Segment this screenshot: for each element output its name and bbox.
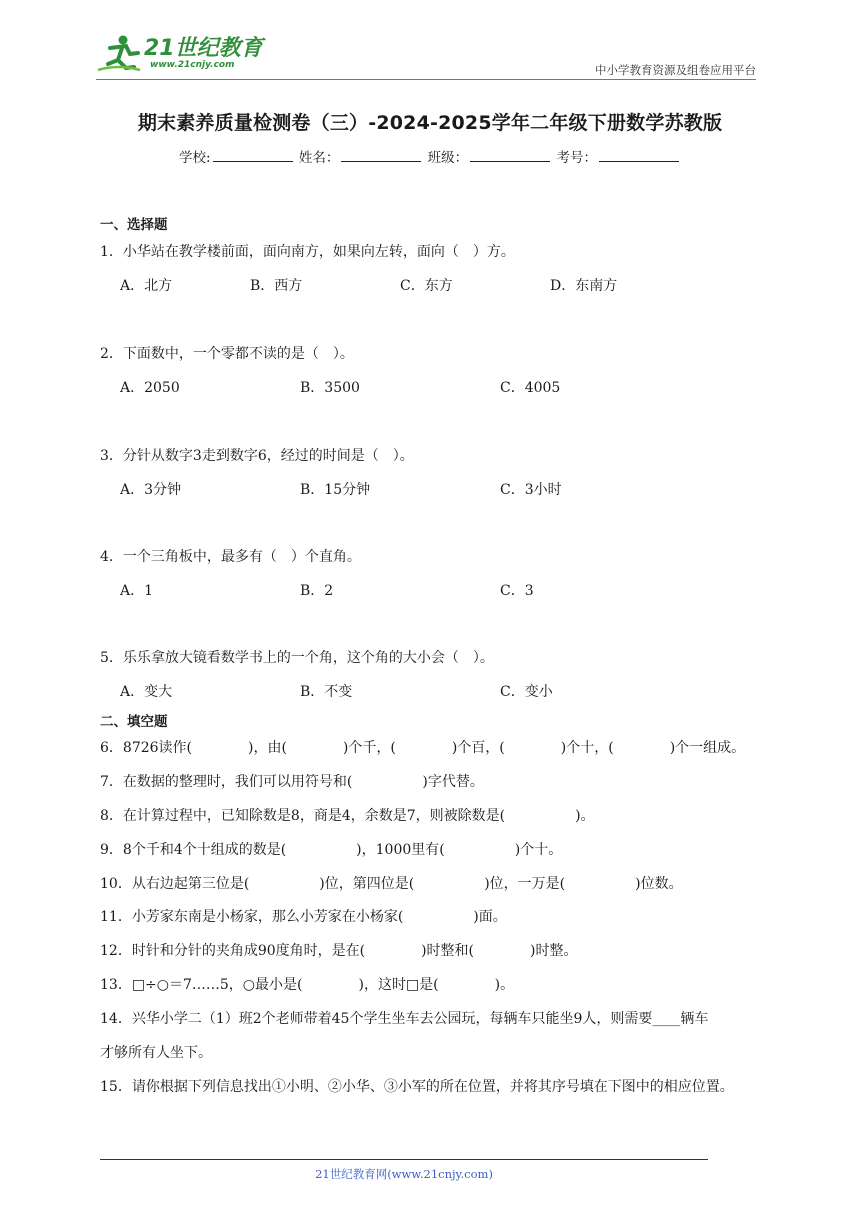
question-9: 9．8个千和4个十组成的数是( )，1000里有( )个十。 [100,842,563,858]
option-a[interactable]: A．3分钟 [120,482,182,498]
page-header [0,0,860,84]
platform-caption: 中小学教育资源及组卷应用平台 [595,63,756,77]
option-c[interactable]: C．3小时 [500,482,562,498]
question-14-continued: 才够所有人坐下。 [100,1045,212,1061]
question-5: 5．乐乐拿放大镜看数学书上的一个角，这个角的大小会（ ）。 [100,650,494,666]
option-b[interactable]: B．不变 [300,684,353,700]
section-heading: 一、选择题 [100,217,168,233]
class-label: 班级： [427,150,469,166]
section-heading: 二、填空题 [100,714,168,730]
brand-url: www.21cnjy.com [150,60,235,70]
footer-source-link[interactable]: 21世纪教育网(www.21cnjy.com) [315,1167,493,1181]
brand-name: 21世纪教育 [144,36,263,61]
question-3: 3．分针从数字3走到数字6，经过的时间是（ ）。 [100,448,414,464]
header-divider [96,79,756,80]
question-14: 14．兴华小学二（1）班2个老师带着45个学生坐车去公园玩，每辆车只能坐9人，则需要____辆车 [100,1011,709,1027]
runner-logo-icon [96,34,142,74]
question-1: 1．小华站在教学楼前面，面向南方，如果向左转，面向（ ）方。 [100,244,515,260]
option-b[interactable]: B．15分钟 [300,482,371,498]
option-c[interactable]: C．变小 [500,684,553,700]
question-10: 10．从右边起第三位是( )位，第四位是( )位，一万是( )位数。 [100,876,683,892]
option-b[interactable]: B．西方 [250,278,303,294]
question-8: 8．在计算过程中，已知除数是8，商是4，余数是7，则被除数是( )。 [100,808,595,824]
option-a[interactable]: A．1 [120,583,154,599]
question-6: 6．8726读作( )，由( )个千，( )个百，( )个十，( )个一组成。 [100,740,746,756]
question-15: 15．请你根据下列信息找出①小明、②小华、③小军的所在位置，并将其序号填在下图中的相应位置。 [100,1079,734,1095]
option-a[interactable]: A．2050 [120,380,180,396]
question-7: 7．在数据的整理时，我们可以用符号和( )字代替。 [100,774,484,790]
school-field[interactable] [213,149,293,162]
student-info-line [0,146,860,166]
option-a[interactable]: A．北方 [120,278,173,294]
class-field[interactable] [470,149,550,162]
name-field[interactable] [341,149,421,162]
option-b[interactable]: B．3500 [300,380,360,396]
question-12: 12．时针和分针的夹角成90度角时，是在( )时整和( )时整。 [100,943,578,959]
number-label: 考号： [556,150,597,166]
number-field[interactable] [599,149,679,162]
name-label: 姓名： [298,150,340,166]
question-2: 2．下面数中，一个零都不读的是（ ）。 [100,346,354,362]
option-b[interactable]: B．2 [300,583,334,599]
brand-logo [96,34,263,74]
footer-divider [100,1159,708,1160]
question-13: 13．□÷○＝7……5，○最小是( )，这时□是( )。 [100,977,515,993]
question-11: 11．小芳家东南是小杨家，那么小芳家在小杨家( )面。 [100,909,507,925]
option-c[interactable]: C．4005 [500,380,561,396]
option-c[interactable]: C．3 [500,583,534,599]
question-4: 4．一个三角板中，最多有（ ）个直角。 [100,549,361,565]
option-a[interactable]: A．变大 [120,684,173,700]
option-c[interactable]: C．东方 [400,278,453,294]
school-label: 学校: [179,150,211,166]
option-d[interactable]: D．东南方 [550,278,618,294]
exam-title: 期末素养质量检测卷（三）-2024-2025学年二年级下册数学苏教版 [137,112,723,134]
